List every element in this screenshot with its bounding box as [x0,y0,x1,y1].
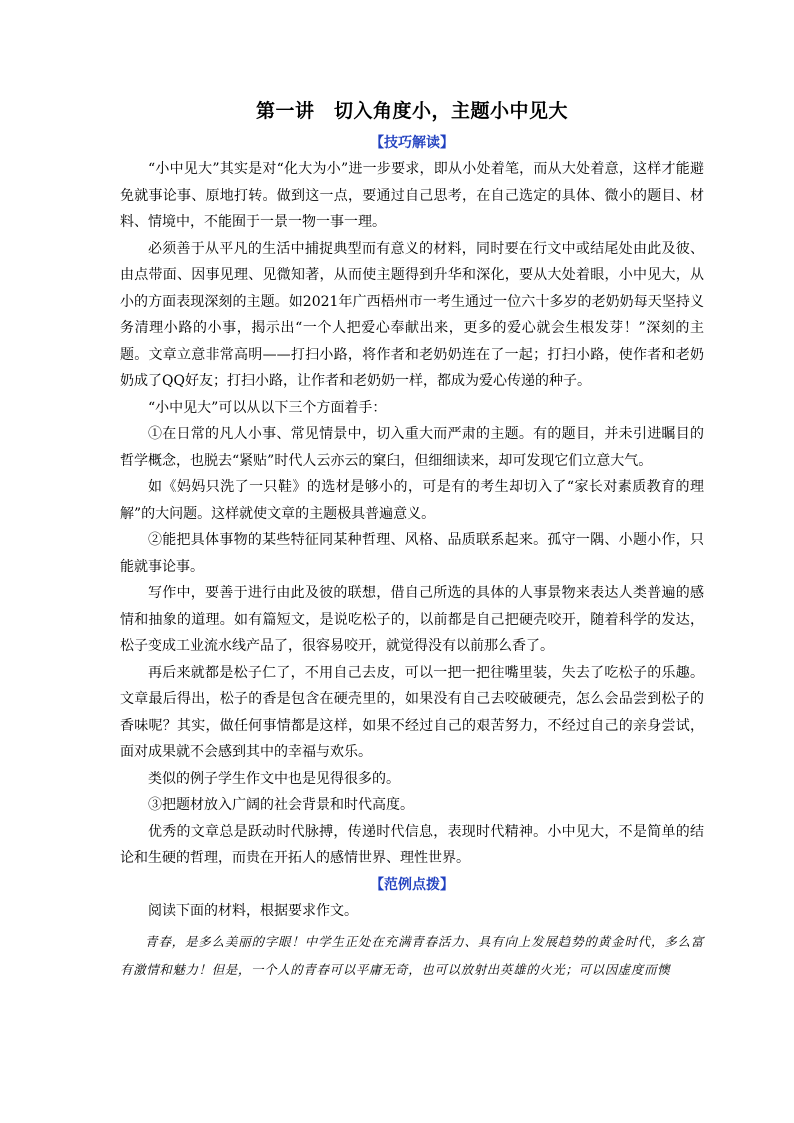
paragraph: “小中见大”可以从以下三个方面着手： [148,399,387,416]
section-heading-skills: 【技巧解读】 [370,135,454,151]
paragraph: 必须善于从平凡的生活中捕捉典型而有意义的材料，同时要在行文中或结尾处由此及彼、由点带面、因事见理、见微知著，从而使主题得到升华和深化，要从大处着眼，小中见大，从小的方面表现深刻的主题。如2021年广西梧州市一考生通过一位六十多岁的老奶奶每天坚持义务清理小路的小事，揭示出“一个人把爱心奉献出来，更多的爱心就会生根发芽！”深刻的主题。文章立意非常高明——打扫小路，将作者和老奶奶连在了一起；打扫小路，使作者和老奶奶成了QQ好友；打扫小路，让作者和老奶奶一样，都成为爱心传递的种子。 [120,240,704,389]
document-page [120,96,704,984]
paragraph: 如《妈妈只洗了一只鞋》的选材是够小的，可是有的考生却切入了“家长对素质教育的理解”的大问题。这样就使文章的主题极具普遍意义。 [120,479,704,522]
page-title: 第一讲 切入角度小，主题小中见大 [255,100,568,122]
paragraph: 写作中，要善于进行由此及彼的联想，借自己所选的具体的人事景物来表达人类普遍的感情和抽象的道理。如有篇短文，是说吃松子的，以前都是自己把硬壳咬开，随着科学的发达，松子变成工业流水线产品了，很容易咬开，就觉得没有以前那么香了。 [120,585,704,654]
paragraph: ③把题材放入广阔的社会背景和时代高度。 [148,797,414,813]
paragraph: 优秀的文章总是跃动时代脉搏，传递时代信息，表现时代精神。小中见大，不是简单的结论和生硬的哲理，而贵在开拓人的感情世界、理性世界。 [120,823,704,866]
section-heading-examples: 【范例点拨】 [370,876,454,893]
paragraph: ①在日常的凡人小事、常见情景中，切入重大而严肃的主题。有的题目，并未引进瞩目的哲学概念，也脱去“紧贴”时代人云亦云的窠臼，但细细读来，却可发现它们立意大气。 [120,426,704,469]
paragraph: “小中见大”其实是对“化大为小”进一步要求，即从小处着笔，而从大处着意，这样才能避免就事论事、原地打转。做到这一点，要通过自己思考，在自己选定的具体、微小的题目、材料、情境中，不能囿于一景一物一事一理。 [120,161,704,230]
material-quote: 青春，是多么美丽的字眼！中学生正处在充满青春活力、具有向上发展趋势的黄金时代，多么富有激情和魅力！但是，一个人的青春可以平庸无奇，也可以放射出英雄的火光；可以因虚度而懊 [120,934,704,977]
paragraph: 类似的例子学生作文中也是见得很多的。 [148,770,400,787]
paragraph-intro: 阅读下面的材料，根据要求作文。 [148,902,358,919]
paragraph: ②能把具体事物的某些特征同某种哲理、风格、品质联系起来。孤守一隅、小题小作，只能就事论事。 [120,532,704,575]
paragraph: 再后来就都是松子仁了，不用自己去皮，可以一把一把往嘴里装，失去了吃松子的乐趣。文章最后得出，松子的香是包含在硬壳里的，如果没有自己去咬破硬壳，怎么会品尝到松子的香味呢？其实，做任何事情都是这样，如果不经过自己的艰苦努力，不经过自己的亲身尝试，面对成果就不会感到其中的幸福与欢乐。 [120,664,704,760]
